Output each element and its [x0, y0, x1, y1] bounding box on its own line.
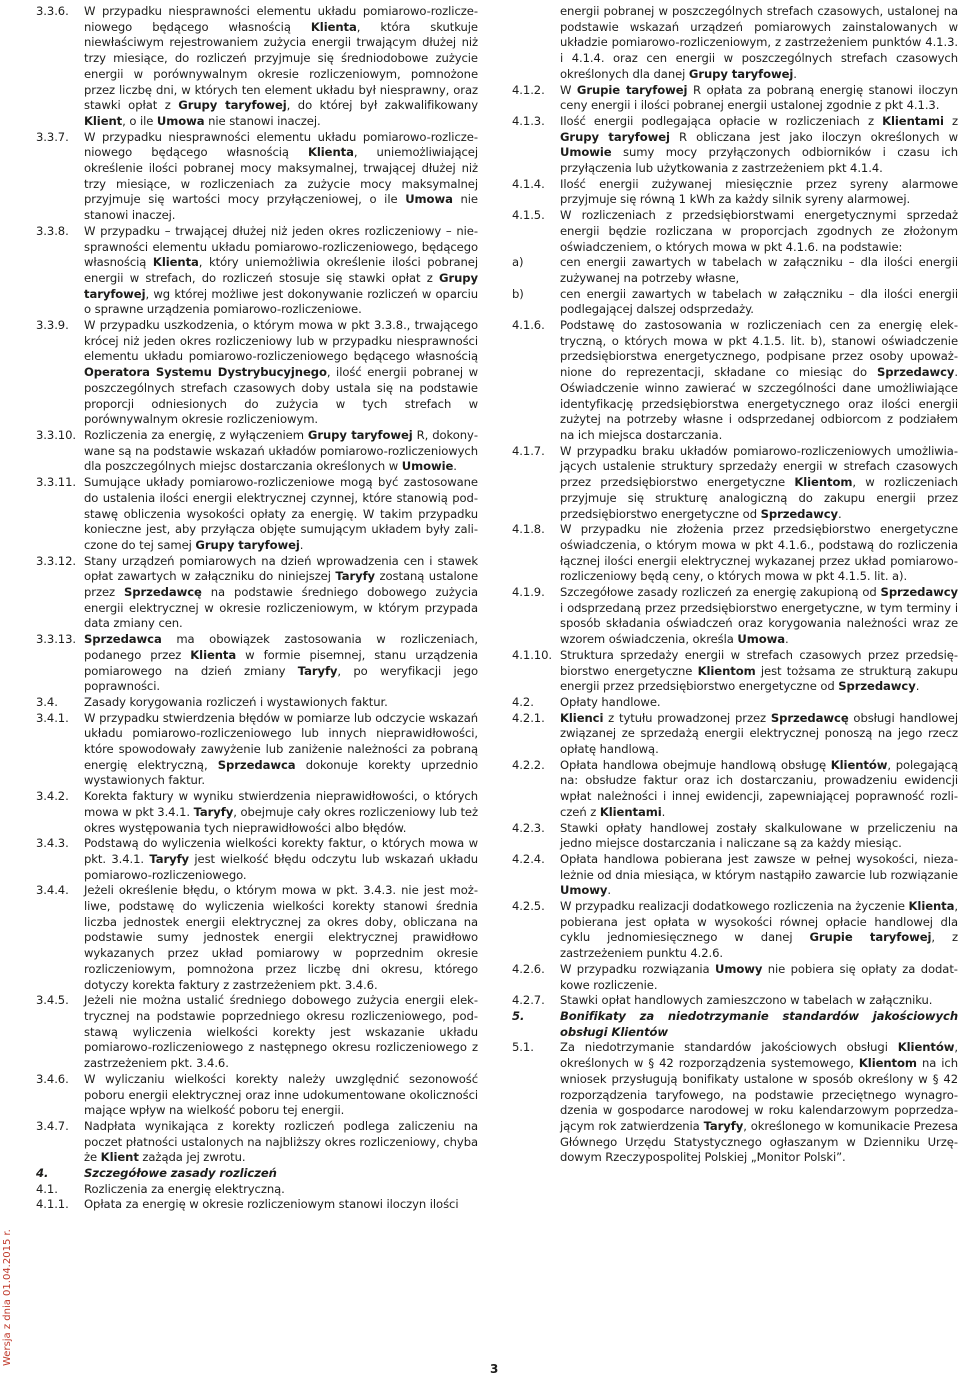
- clause-text: Podstawę do zastosowania w rozliczeniach cen za energię elektryczną, o których mowa w pkt 4.1.5. lit. b), stanowi oświadczenie przedsiębiorstwa energetycznego, podpisane przez osoby upoważnione do reprezentacji, składane co miesiąc do Sprzedawcy. Oświadczenie winno zawierać w szczególności dane umożliwiające identyfikację przedsiębiorstwa energetycznego oraz ilości energii zużytej na potrzeby własne i odsprzedanej odbiorcom z podziałem na ich miejsca dostarczania.: [560, 318, 958, 442]
- clause: [36, 1119, 478, 1166]
- clause-text: W przypadku – trwającej dłużej niż jeden okres rozliczeniowy – niesprawności elementu układu pomiarowo-rozliczeniowego, będącego własnością Klienta, który uniemożliwia określenie ilości pobranej energii w strefach, do rozliczeń stosuje się stawki opłat z Grupy taryfowej, wg której możliwe jest dokonywanie rozliczeń w oparciu o sprawne urządzenia pomiarowo-rozliczeniowe.: [84, 223, 478, 317]
- clause-number: 4.2.1.: [512, 710, 545, 725]
- clause-number: b): [512, 286, 524, 301]
- clause-number: 3.4.3.: [36, 836, 69, 851]
- clause: [36, 711, 478, 790]
- clause-number: 4.: [36, 1166, 49, 1181]
- clause-number: 5.: [512, 1009, 525, 1023]
- clause-text: W Grupie taryfowej R opłata za pobraną energię stanowi iloczyn ceny energii i ilości pobranej energii ustalonej zgodnie z pkt 4.1.3.: [560, 82, 959, 113]
- clause: [512, 522, 958, 585]
- clause-text: Sprzedawca ma obowiązek zastosowania w rozliczeniach, podanego przez Klienta w formie pisemnej, stanu urządzenia pomiarowego na dzień zmiany Taryfy, po weryfikacji jego poprawności.: [84, 632, 478, 694]
- clause: [512, 695, 958, 711]
- clause: [36, 993, 478, 1072]
- clause: [512, 821, 958, 852]
- clause-number: 3.3.9.: [36, 318, 69, 333]
- clause-number: 3.4.5.: [36, 993, 69, 1008]
- clause-number: 4.2.5.: [512, 899, 545, 914]
- clause: [512, 711, 958, 758]
- clause: [36, 428, 478, 475]
- clause: [36, 632, 478, 695]
- clause-text: Ilość energii zużywanej miesięcznie przez syreny alarmowe przyjmuje się równą 1 kWh za każdy silnik syreny alarmowej.: [560, 176, 958, 207]
- clause-text: W przypadku stwierdzenia błędów w pomiarze lub odczycie wskazań układu pomiarowo-rozliczeniowego lub innych nieprawidłowości, które spowodowały zawyżenie lub zaniżenie należności za pobraną energię elektryczną, Sprzedawca dokonuje korekty uprzednio wystawionych faktur.: [84, 710, 478, 788]
- clause: [36, 224, 478, 318]
- clause: [36, 789, 478, 836]
- clause-text: W przypadku uszkodzenia, o którym mowa w pkt 3.3.8., trwającego krócej niż jeden okres rozliczeniowy lub w przypadku niesprawności elementu układu pomiarowo-rozliczeniowego będącego własnością Operatora Systemu Dystrybucyjnego, ilość energii pobranej w poszczególnych strefach czasowych doby ustala się na podstawie proporcji odniesionych do zużycia w tych strefach w porównywalnym okresie rozliczeniowym.: [84, 318, 478, 427]
- clause-number: 3.3.7.: [36, 129, 69, 144]
- clause: [512, 318, 958, 444]
- clause-number: 4.1.7.: [512, 443, 545, 458]
- clause-text: W rozliczeniach z przedsiębiorstwami energetycznymi sprzedaż energii będzie rozliczana w proporcjach zgodnych ze złożonym oświadczeniem, o których mowa w pkt 4.1.6. na podstawie:: [560, 208, 958, 254]
- clause: [512, 255, 958, 286]
- clause-number: 3.3.6.: [36, 4, 69, 18]
- clause-text: Opłaty handlowe.: [560, 694, 661, 709]
- clause: [512, 585, 958, 648]
- section-heading: [512, 1009, 958, 1040]
- clause-text: Stawki opłaty handlowej zostały skalkulowane w przeliczeniu na jedno miejsce dostarczania i naliczane są za każdy miesiąc.: [560, 820, 958, 851]
- clause: [36, 475, 478, 554]
- clause-number: 4.2.3.: [512, 820, 545, 835]
- clause-text: W przypadku niesprawności elementu układu pomiarowo-rozliczeniowego będącego własnością Klienta, uniemożliwiającej określenie ilości pobranej mocy maksymalnej, trwającej dłużej niż trzy miesiące, w rozliczeniach za zużycie mocy maksymalnej przyjmuje się wartości mocy przyłączeniowej, o ile Umowa nie stanowi inaczej.: [84, 129, 478, 223]
- clause-number: 4.2.2.: [512, 757, 545, 772]
- clause: [36, 554, 478, 633]
- clause-text: cen energii zawartych w tabelach w załączniku – dla ilości energii podlegającej dalszej odsprzedaży.: [560, 286, 958, 317]
- clause-number: 4.1.8.: [512, 522, 545, 537]
- clause-text: W przypadku rozwiązania Umowy nie pobiera się opłaty za dodatkowe rozliczenie.: [560, 961, 958, 992]
- clause-text: Stawki opłat handlowych zamieszczono w tabelach w załączniku.: [560, 993, 933, 1008]
- clause: [36, 883, 478, 993]
- clause: [36, 318, 478, 428]
- clause: [512, 852, 958, 899]
- clause-number: 3.3.11.: [36, 475, 77, 490]
- clause-text: Opłata za energię w okresie rozliczeniowym stanowi iloczyn ilości: [84, 1197, 459, 1212]
- clause: [512, 993, 958, 1009]
- clause-number: 4.1.9.: [512, 585, 545, 600]
- clause-number: 3.4.2.: [36, 789, 69, 804]
- clause-number: 4.2.7.: [512, 993, 545, 1008]
- version-stamp: Wersja z dnia 01.04.2015 r.: [2, 1229, 13, 1366]
- clause-number: 3.3.10.: [36, 427, 77, 442]
- clause-text: W wyliczaniu wielkości korekty należy uwzględnić sezonowość poboru energii elektrycznej oraz inne udokumentowane okoliczności mające wpływ na wielkość poboru tej energii.: [84, 1071, 478, 1118]
- clause-text: Jeżeli określenie błędu, o którym mowa w pkt. 3.4.3. nie jest możliwe, podstawę do wyliczenia wielkości korekty stanowi średnia liczba jednostek energii elektrycznej za okres doby, obliczana na podstawie sumy jednostek energii elektrycznej prawidłowo wykazanych przez układ pomiarowy w poprzednim okresie rozliczeniowym, pomnożona przez liczbę dni okresu, którego dotyczy korekta faktury z zastrzeżeniem pkt. 3.4.6.: [84, 883, 478, 992]
- clause: [512, 208, 958, 255]
- section-heading: [36, 1166, 478, 1182]
- clause-number: 5.1.: [512, 1040, 534, 1055]
- clause-number: 3.3.12.: [36, 553, 77, 568]
- clause-text: Ilość energii podlegająca opłacie w rozliczeniach z Klientami z Grupy taryfowej R obliczana jest jako iloczyn określonych w Umowie sumy mocy przyłączonych odbiorników i czasu ich przyłączenia lub użytkowania z zastrzeżeniem pkt 4.1.4.: [560, 113, 958, 176]
- clause: [512, 114, 958, 177]
- clause-text: Sumujące układy pomiarowo-rozliczeniowe mogą być zastosowane do ustalenia ilości energii elektrycznej czynnej, które stanowią podstawę obliczenia wysokości opłaty za energię. W takim przypadku konieczne jest, aby przyłącza objęte sumującym układem były zaliczone do tej samej Grupy taryfowej.: [84, 475, 478, 552]
- clause-text: Za niedotrzymanie standardów jakościowych obsługi Klientów, określonych w § 42 rozporządzenia systemowego, Klientom na ich wniosek przysługują bonifikaty ustalone w sposób określony w § 42 rozporządzenia taryfowego, na podstawie przeciętnego wynagrodzenia w gospodarce narodowej w roku kalendarzowym poprzedzającym rok zatwierdzenia Taryfy, określonego w komunikacie Prezesa Głównego Urzędu Statystycznego ogłaszanym w Dzienniku Urzędowym Rzeczypospolitej Polskiej „Monitor Polski”.: [560, 1040, 959, 1165]
- clause: [36, 836, 478, 883]
- clause-text: W przypadku braku układów pomiarowo-rozliczeniowych umożliwiających ustalenie struktury sprzedaży energii w strefach czasowych przez przedsiębiorstwo energetyczne Klientom, w rozliczeniach przyjmuje się strukturę analogiczną do zakupu energii przez przedsiębiorstwo energetyczne od Sprzedawcy.: [560, 443, 958, 521]
- clause-text: Podstawą do wyliczenia wielkości korekty faktur, o których mowa w pkt. 3.4.1. Taryfy jest wielkość błędu odczytu lub wskazań układu pomiarowo-rozliczeniowego.: [84, 836, 478, 882]
- clause-text: energii pobranej w poszczególnych strefach czasowych, ustalonej na podstawie wskazań urządzeń pomiarowych zainstalowanych w układzie pomiarowo-rozliczeniowym, z zastrzeżeniem punktów 4.1.3. i 4.1.4. oraz cen energii w poszczególnych strefach czasowych określonych dla danej Grupy taryfowej.: [560, 4, 958, 81]
- clause-number: 3.4.7.: [36, 1118, 69, 1133]
- clause-text: Szczegółowe zasady rozliczeń za energię zakupioną od Sprzedawcy i odsprzedaną przez przedsiębiorstwo energetyczne, w tym terminy i sposób składania oświadczeń oraz korygowania należności wraz ze wzorem oświadczenia, określa Umowa.: [560, 585, 958, 647]
- clause-text: Jeżeli nie można ustalić średniego dobowego zużycia energii elektrycznej na podstawie poprzedniego okresu rozliczeniowego, podstawą wyliczenia wielkości korekty jest wskazanie układu pomiarowo-rozliczeniowego z następnego okresu rozliczeniowego z zastrzeżeniem pkt. 3.4.6.: [84, 993, 478, 1071]
- clause-number: 4.2.6.: [512, 961, 545, 976]
- clause: [36, 1072, 478, 1119]
- clause-number: 3.4.1.: [36, 710, 69, 725]
- clause-number: 3.4.6.: [36, 1071, 69, 1086]
- clause-number: 4.1.6.: [512, 318, 545, 333]
- clause-number: 4.1.10.: [512, 647, 553, 662]
- right-column: [512, 4, 958, 1166]
- clause-number: 4.2.: [512, 694, 534, 709]
- left-column: [36, 4, 478, 1213]
- clause-number: 3.4.: [36, 694, 58, 709]
- clause-number: 4.2.4.: [512, 851, 545, 866]
- clause-text: Klienci z tytułu prowadzonej przez Sprzedawcę obsługi handlowej związanej ze sprzedażą energii elektrycznej ponoszą na jego rzecz opłatę handlową.: [560, 710, 958, 757]
- clause-number: 3.3.13.: [36, 632, 77, 647]
- clause-number: 3.3.8.: [36, 223, 69, 238]
- clause: [512, 758, 958, 821]
- clause-text: Korekta faktury w wyniku stwierdzenia nieprawidłowości, o których mowa w pkt 3.4.1. Taryfy, obejmuje cały okres rozliczeniowy lub też okres występowania tych nieprawidłowości albo błędów.: [84, 789, 478, 835]
- clause-number: 4.1.2.: [512, 82, 545, 97]
- clause-number: 4.1.: [36, 1181, 58, 1196]
- clause-text: Zasady korygowania rozliczeń i wystawionych faktur.: [84, 694, 388, 709]
- clause-text: W przypadku niesprawności elementu układu pomiarowo-rozliczeniowego będącego własnością Klienta, która skutkuje niewłaściwym rejestrowaniem zużycia energii trwającym dłużej niż trzy miesiące, do rozliczeń przyjmuje się średniodobowe zużycie energii w porównywalnym okresie rozliczeniowym, pomnożone przez liczbę dni, w których ten element układu był niesprawny, oraz stawki opłat z Grupy taryfowej, do której był zakwalifikowany Klient, o ile Umowa nie stanowi inaczej.: [84, 4, 478, 128]
- clause: [512, 648, 958, 695]
- clause-number: 3.4.4.: [36, 883, 69, 898]
- clause: [36, 1182, 478, 1198]
- clause-text: Rozliczenia za energię elektryczną.: [84, 1181, 285, 1196]
- clause: [512, 962, 958, 993]
- clause: [36, 130, 478, 224]
- clause-text: Rozliczenia za energię, z wyłączeniem Grupy taryfowej R, dokonywane są na podstawie wskazań układów pomiarowo-rozliczeniowych dla poszczególnych miejsc dostarczania określonych w Umowie.: [84, 427, 478, 474]
- clause-number: 4.1.3.: [512, 113, 545, 128]
- clause: [36, 695, 478, 711]
- clause-text: Nadpłata wynikająca z korekty rozliczeń podlega zaliczeniu na poczet płatności ustalonych na najbliższy okres rozliczeniowy, chyba że Klient zażąda jej zwrotu.: [84, 1118, 478, 1165]
- clause-number: a): [512, 255, 524, 270]
- clause-number: 4.1.1.: [36, 1197, 69, 1212]
- clause: [512, 83, 958, 114]
- clause-text: Opłata handlowa pobierana jest zawsze w pełnej wysokości, niezależnie od dnia miesiąca, w którym nastąpiło zawarcie lub rozwiązanie Umowy.: [560, 851, 958, 898]
- clause: [512, 287, 958, 318]
- clause-number: 4.1.4.: [512, 176, 545, 191]
- clause: [512, 899, 958, 962]
- clause: [512, 4, 958, 83]
- clause-text: cen energii zawartych w tabelach w załączniku – dla ilości energii zużywanej na potrzeby własne,: [560, 255, 958, 285]
- clause-text: W przypadku nie złożenia przez przedsiębiorstwo energetyczne oświadczenia, o którym mowa w pkt 4.1.6., podstawą do rozliczenia łącznej ilości energii elektrycznej wykazanej przez układ pomiarowo-rozliczeniowy będą ceny, o których mowa w pkt 4.1.5. lit. a).: [560, 522, 958, 584]
- clause-text: Stany urządzeń pomiarowych na dzień wprowadzenia cen i stawek opłat zawartych w załączniku do niniejszej Taryfy zostaną ustalone przez Sprzedawcę na podstawie średniego dobowego zużycia energii elektrycznej w okresie rozliczeniowym, w którym przypada data zmiany cen.: [84, 553, 478, 631]
- clause-text: Bonifikaty za niedotrzymanie standardów jakościowych obsługi Klientów: [560, 1009, 958, 1039]
- clause: [512, 177, 958, 208]
- clause: [512, 444, 958, 523]
- clause: [512, 1040, 958, 1166]
- clause: [36, 4, 478, 130]
- page-number: 3: [490, 1362, 499, 1376]
- clause-text: Opłata handlowa obejmuje handlową obsługę Klientów, polegającą na: obsłudze faktur oraz ich dostarczaniu, prowadzeniu ewidencji wpłat należności i innej ewidencji, zapewniającej poprawność rozliczeń z Klientami.: [560, 757, 958, 819]
- clause-text: Szczegółowe zasady rozliczeń: [84, 1166, 277, 1181]
- clause-text: W przypadku realizacji dodatkowego rozliczenia na życzenie Klienta, pobierana jest opłata w wysokości równej opłacie handlowej dla cyklu jednomiesięcznego w danej Grupie taryfowej, z zastrzeżeniem punktu 4.2.6.: [560, 899, 958, 961]
- clause: [36, 1197, 478, 1213]
- clause-text: Struktura sprzedaży energii w strefach czasowych przez przedsiębiorstwo energetyczne Klientom jest tożsama ze strukturą zakupu energii przez przedsiębiorstwo energetyczne od Sprzedawcy.: [560, 647, 958, 694]
- clause-number: 4.1.5.: [512, 208, 545, 223]
